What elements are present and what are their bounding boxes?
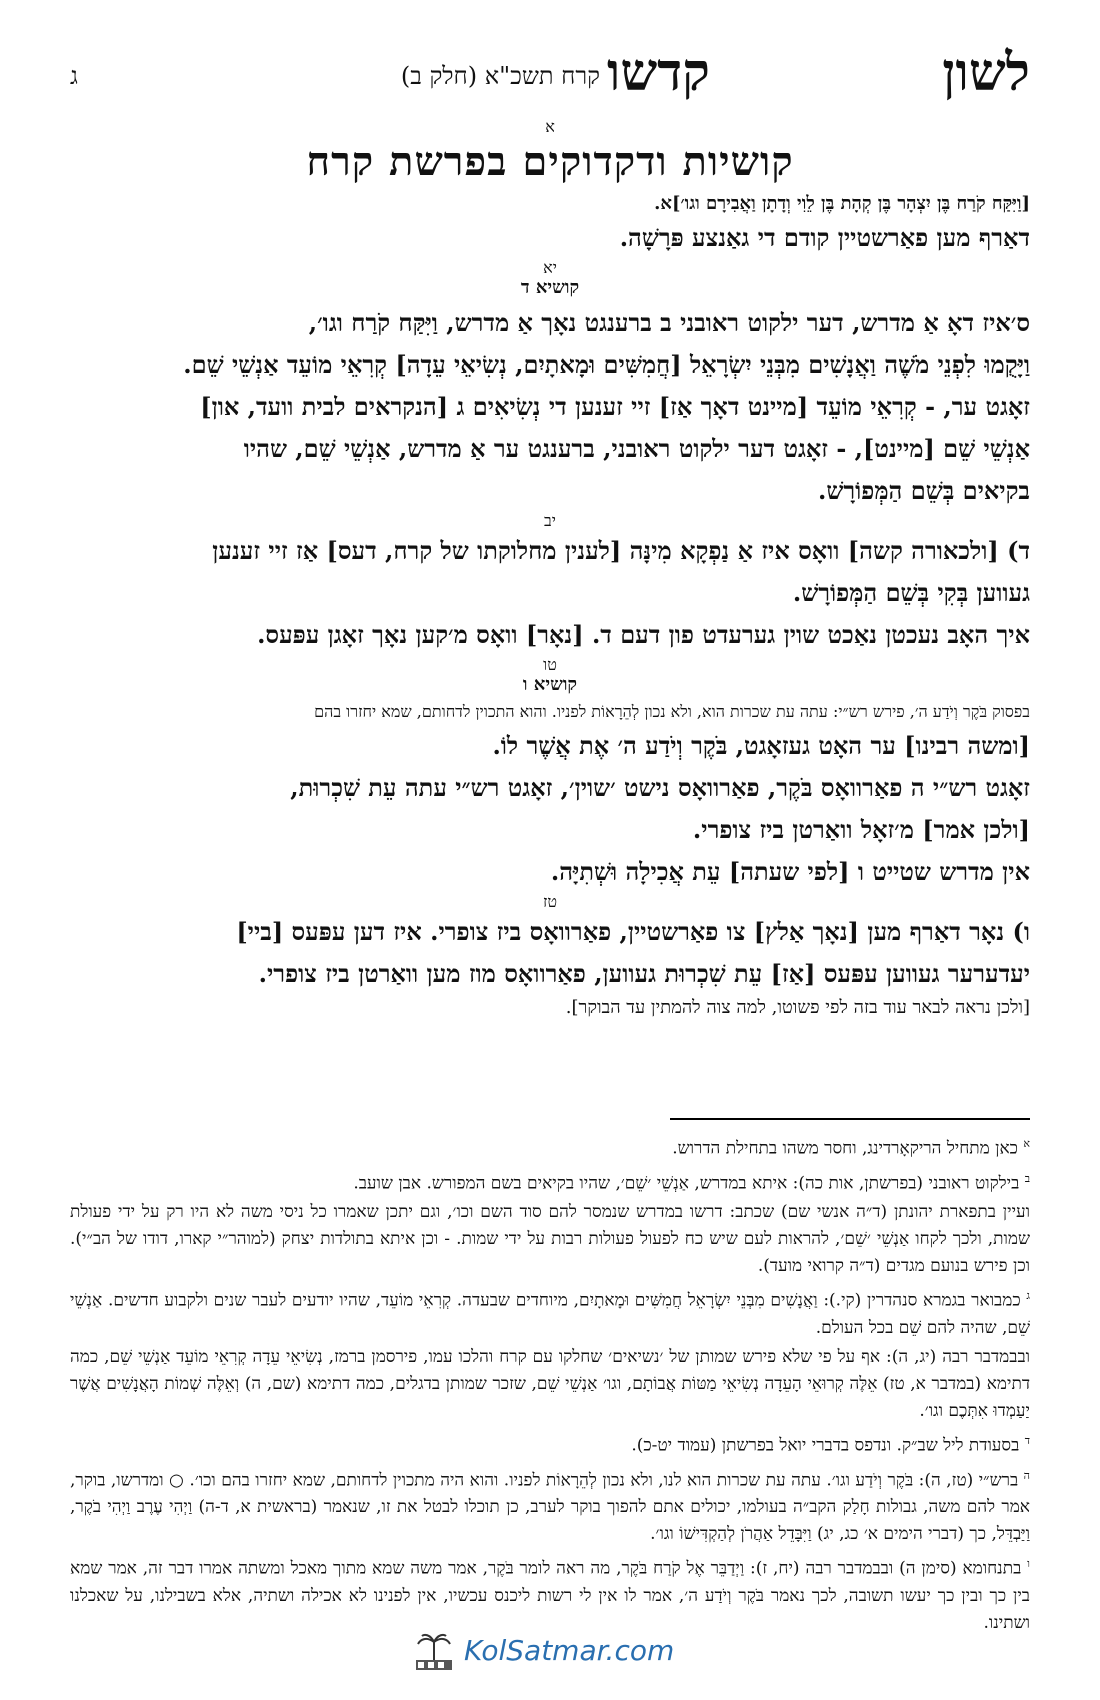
footnote (70, 1344, 1030, 1425)
text-line: געווען בְּקִי בְּשֵׁם הַמְּפוֹרָשׁ. (792, 578, 1030, 607)
text-line: [ומשה רבינו] ער האָט געזאָגט, בֹּקֶר וְיֹדַע ה׳ אֶת אֲשֶׁר לוֹ. (492, 731, 1030, 760)
page-header (70, 42, 1030, 122)
text-line: ו) נאָר דאַרף מען [נאָך אַלץ] צו פאַרשטיין, פאַרוואָס ביז צופרי. איז דען עפּעס [ביי] (236, 917, 1030, 946)
footnote-mark: א (1023, 1137, 1030, 1150)
footnote (70, 1550, 1030, 1637)
text-line: איך האָב נעכטן נאַכט שוין גערעדט פון דעם ד. [נאָר] וואָס מ׳קען נאָך זאָגן עפּעס. (257, 620, 1030, 649)
footnote-text: בסעודת ליל שב״ק. ונדפס בדברי יואל בפרשתן (עמוד יט-כ). (631, 1435, 1020, 1456)
palm-tree-icon (412, 1630, 456, 1674)
logo-text: KolSatmar.com (464, 1634, 675, 1667)
header-subtitle: קרח תשכ"א (חלק ב) (400, 62, 600, 90)
footnotes (70, 1130, 1030, 1639)
kushya-heading: קושיא ד (520, 277, 580, 298)
footnote-text: בתנחומא (סימן ה) ובבמדבר רבה (יח, ז): וַיְדַבֵּר אֶל קֹרַח בֹּקֶר, מה ראה לומר בֹּקֶר, אמר משה שמא מתוך מאכל ומשתה אמרו דבר זה, אמר שמא בין כך ובין כך יעשו תשובה, לכך נאמר בֹּקֶר וְיֹדַע ה׳, אמר לו אין לי רשות ליכנס עכשיו, אין לפנינו לא אכילה ושתיה, אלא בשבילנו, על שאכלנו ושתינו. (70, 1558, 1030, 1633)
footnote (70, 1462, 1030, 1549)
page-number: ג (70, 62, 78, 90)
footnote-text: ברש״י (טז, ה): בֹּקֶר וְיֹדַע וגו׳. עתה עת שכרות הוא לנו, ולא נכון לְהֵרָאוֹת לפניו. והוא היה מתכוין לדחותם, שמא יחזרו בהם וכו׳. ○ ומדרשו, בוקר, אמר להם משה, גבולות חָלַק הקב״ה בעולמו, יכולים אתם להפוך בוקר לערב, כן תוכלו לבטל את זו, שנאמר (בראשית א, ד-ה) וַיְהִי עֶרֶב וַיְהִי בֹקֶר, וַיַּבְדֵּל, כך (דברי הימים א׳ כג, יג) וַיִּבָּדֵל אַהֲרֹן לְהַקְדִּישׁוֹ וגו׳. (70, 1470, 1030, 1545)
text-line: אין מדרש שטייט ו [לפי שעתה] עֵת אֲכִילָה וּשְׁתִיָּה. (550, 857, 1030, 886)
text-line: זאָגט ער, - קְרִאֵי מוֹעֵד [מיינט דאָך אַז] זיי זענען די נְשִׂיאִים ג [הנקראים לבית וועד, און] (200, 392, 1030, 421)
page-title: קושיות ודקדוקים בפרשת קרח (306, 138, 794, 185)
footnote-divider (670, 1118, 1030, 1120)
header-word-left: קדשו (607, 42, 710, 103)
text-line: ס׳איז דאָ אַ מדרש, דער ילקוט ראובני ב ברענגט נאָך אַ מדרש, וַיִּקַּח קֹרַח וגו׳, (308, 308, 1030, 337)
footnote-text: כאן מתחיל הריקאָרדינג, וחסר משהו בתחילת הדרוש. (672, 1138, 1018, 1159)
section-mark: יב (544, 511, 556, 530)
footnote (70, 1165, 1030, 1198)
section-mark: טו (543, 655, 557, 674)
footnote (70, 1130, 1030, 1163)
section-mark: יא (543, 258, 557, 277)
intro-quote: [וַיִּקַּח קֹרַח בֶּן יִצְהָר בֶּן קְהָת בֶּן לֵוִי וְדָתָן וַאֲבִירָם וגו׳]א. (654, 193, 1030, 214)
footnote (70, 1199, 1030, 1280)
section-mark: א (545, 117, 555, 136)
text-line: בקיאים בְּשֵׁם הַמְּפוֹרָשׁ. (818, 476, 1030, 505)
footnote-text: ועיין בתפארת יהונתן (ד״ה אנשי שם) שכתב: דרשו במדרש שנמסר להם סוד השם וכו׳, וגם יתכן שאמרו כל ניסי משה לא היו רק על ידי פעולת שמות, ולכך לקחו אַנְשֵׁי ׳שֵׁם׳, להראות לעם שיש כח לפעול פעולות רבות על ידי שמות. - וכן איתא בתולדות יצחק (למוהר״י קארו, דודו של הב״י). וכן פירש בנועם מגדים (ד״ה קרואי מועד). (70, 1202, 1030, 1277)
text-line: אַנְשֵׁי שֵׁם [מיינט], - זאָגט דער ילקוט ראובני, ברענגט ער אַ מדרש, אַנְשֵׁי שֵׁם, שהיו (243, 434, 1030, 463)
text-line: זאָגט רש״י ה פאַרוואָס בֹּקֶר, פאַרוואָס נישט ׳שוין׳, זאָגט רש״י עתה עֵת שִׁכְרוּת, (290, 773, 1030, 802)
header-word-right: לשון (942, 42, 1030, 103)
footnote-mark: ב (1024, 1171, 1030, 1185)
footnote-text: ובבמדבר רבה (יג, ה): אף על פי שלא פירש שמותן של ׳נשיאים׳ שחלקו עם קרח והלכו עמו, פירסמן ברמז, נְשִׂיאֵי עֵדָה קְרִאֵי מוֹעֵד אַנְשֵׁי שֵׁם, כמה דתימא (במדבר א, טז) אֵלֶּה קְרוּאֵי הָעֵדָה נְשִׂיאֵי מַטּוֹת אֲבוֹתָם, וגו׳ אַנְשֵׁי שֵׁם, שזכר שמותן בדגלים, כמה דתימא (שם, ה) וְאֵלֶּה שְׁמוֹת הָאֲנָשִׁים אֲשֶׁר יַעַמְדוּ אִתְּכֶם וגו׳. (70, 1346, 1030, 1421)
text-line: ד) [ולכאורה קשה] וואָס איז אַ נַפְקָא מִינָּה [לענין מחלוקתו של קרח, דעס] אַז זיי זענען (212, 536, 1030, 565)
kolsatmar-logo (412, 1628, 675, 1678)
text-line: וַיָּקֻמוּ לִפְנֵי מֹשֶׁה וַאֲנָשִׁים מִבְּנֵי יִשְׂרָאֵל [חֲמִשִּׁים וּמָאתָיִם, נְשִׂיאֵי עֵדָה] קְרִאֵי מוֹעֵד אַנְשֵׁי שֵׁם. (183, 350, 1030, 379)
footnote-mark: ו (1027, 1557, 1030, 1571)
footnote-text: בילקוט ראובני (בפרשתן, אות כה): איתא במדרש, אַנְשֵׁי ׳שֵׁם׳, שהיו בקיאים בשם המפורש. אבן שועב. (353, 1173, 1020, 1194)
footnote-mark: ד (1024, 1433, 1030, 1447)
intro-line: דאַרף מען פאַרשטיין קודם די גאַנצע פּרָשָׁה. (619, 223, 1030, 252)
section-mark: טז (542, 892, 558, 911)
text-line: יעדערער געווען עפּעס [אַז] עֵת שִׁכְרוּת געווען, פאַרוואָס מוז מען וואַרטן ביז צופרי. (258, 959, 1030, 988)
footnote-mark: ג (1026, 1289, 1030, 1303)
verse-quote: בפסוק בֹּקֶר וְיֹדַע ה׳, פירש רש״י: עתה עת שכרות הוא, ולא נכון לְהֵרָאוֹת לפניו. והוא התכוין לדחותם, שמא יחזרו בהם (314, 702, 1030, 721)
text-line: [ולכן אמר] מ׳זאָל וואַרטן ביז צופרי. (692, 815, 1030, 844)
footnote-text: כמבואר בגמרא סנהדרין (קי.): וַאֲנָשִׁים מִבְּנֵי יִשְׂרָאֵל חֲמִשִּׁים וּמָאתָיִם, מיוחדים שבעדה. קְרִאֵי מוֹעֵד, שהיו יודעים לעבר שנים ולקבוע חדשים. אַנְשֵׁי שֵׁם, שהיה להם שֵׁם בכל העולם. (70, 1290, 1030, 1338)
footnote (70, 1427, 1030, 1460)
footnote-mark: ה (1023, 1468, 1030, 1482)
main-text (70, 118, 1030, 1021)
kushya-heading: קושיא ו (522, 674, 578, 695)
text-line: [ולכן נראה לבאר עוד בזה לפי פשוטו, למה צוה להמתין עד הבוקר]. (565, 997, 1030, 1018)
footnote (70, 1282, 1030, 1342)
